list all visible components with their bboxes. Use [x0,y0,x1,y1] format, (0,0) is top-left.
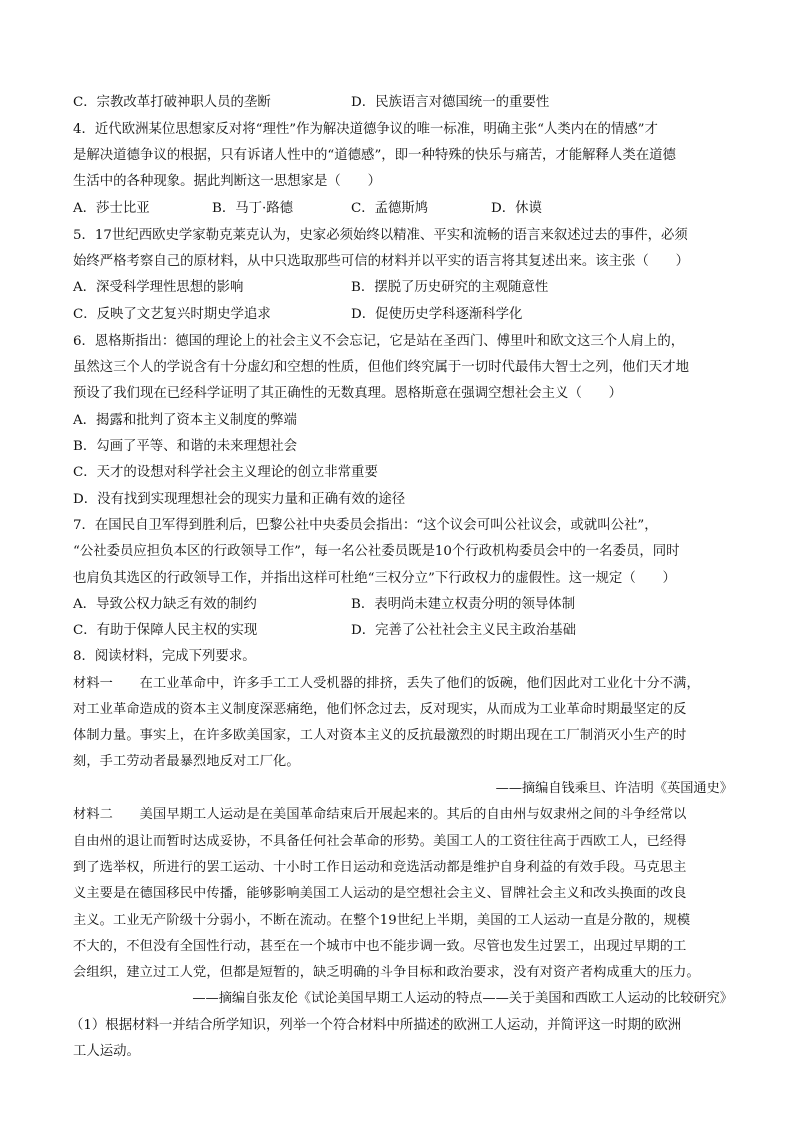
q5-option-d: D．促使历史学科逐渐科学化 [351,307,523,322]
q7-option-b: B．表明尚未建立权责分明的领导体制 [351,597,576,612]
q6-stem-line: 6．恩格斯指出：德国的理论上的社会主义不会忘记，它是站在圣西门、傅里叶和欧文这三个人肩上的， [73,334,685,349]
q6-option-a: A．揭露和批判了资本主义制度的弊端 [73,413,297,428]
q6-option-d: D．没有找到实现理想社会的现实力量和正确有效的途径 [73,492,406,507]
q6-stem-line: 预设了我们现在已经科学证明了其正确性的无数真理。恩格斯意在强调空想社会主义（ ） [73,386,623,401]
q8-question1-line: （1）根据材料一并结合所学知识，列举一个符合材料中所描述的欧洲工人运动，并简评这一时期的欧洲 [70,1018,682,1033]
q8-material2-line: 到了选举权，所进行的罢工运动、十小时工作日运动和竞选活动都是维护自身利益的有效手段。马克思主 [73,860,687,875]
q4-option-b: B．马丁·路德 [212,201,294,216]
q8-material2-line: 义主要是在德国移民中传播，能够影响美国工人运动的是空想社会主义、冒牌社会主义和改头换面的改良 [73,886,687,901]
q7-option-d: D．完善了公社社会主义民主政治基础 [351,623,576,638]
q8-material1-line: 材料一 在工业革命中，许多手工工人受机器的排挤，丢失了他们的饭碗，他们因此对工业化十分不满， [73,676,700,691]
q8-material1-line: 对工业革命造成的资本主义制度深恶痛绝，他们怀念过去，反对现实，从而成为工业革命时期最坚定的反 [73,702,687,717]
q5-option-c: C．反映了文艺复兴时期史学追求 [73,307,271,322]
q8-material2-line: 主义。工业无产阶级十分弱小，不断在流动。在整个19世纪上半期，美国的工人运动一直是分散的，规模 [73,913,691,928]
q7-option-a: A．导致公权力缺乏有效的制约 [73,597,257,612]
q5-option-a: A．深受科学理性思想的影响 [73,280,244,295]
q8-material2-line: 不大的，不但没有全国性行动，甚至在一个城市中也不能步调一致。尽管也发生过罢工，出现过早期的工 [73,939,687,954]
q8-source2: ——摘编自张友伦《试论美国早期工人运动的特点——关于美国和西欧工人运动的比较研究》 [192,991,733,1006]
q8-material1-line: 刻，手工劳动者最暴烈地反对工厂化。 [73,754,300,769]
q8-intro: 8．阅读材料，完成下列要求。 [73,649,256,664]
q8-material1-line: 体制力量。事实上，在许多欧美国家，工人对资本主义的反抗最激烈的时期出现在工厂制消灭小生产的时 [73,728,687,743]
q8-question1-line: 工人运动。 [73,1044,140,1059]
q4-option-d: D．休谟 [491,201,542,216]
q4-option-c: C．孟德斯鸠 [351,201,429,216]
q4-stem-line: 生活中的各种现象。据此判断这一思想家是（ ） [73,174,381,189]
q4-stem-line: 是解决道德争议的根据，只有诉诸人性中的“道德感”，即一种特殊的快乐与痛苦，才能解释人类在道德 [73,148,676,163]
q8-material2-line: 会组织，建立过工人党，但都是短暂的，缺乏明确的斗争目标和政治要求，没有对资产者构成重大的压力。 [73,965,700,980]
q5-option-b: B．摆脱了历史研究的主观随意性 [351,280,549,295]
q6-stem-line: 虽然这三个人的学说含有十分虚幻和空想的性质，但他们终究属于一切时代最伟大智士之列，他们天才地 [73,360,689,375]
q6-option-b: B．勾画了平等、和谐的未来理想社会 [73,439,298,454]
q7-stem-line: 也肩负其选区的行政领导工作，并指出这样可杜绝“三权分立”下行政权力的虚假性。这一规定（ ） [73,571,676,586]
q4-stem-line: 4．近代欧洲某位思想家反对将“理性”作为解决道德争议的唯一标准，明确主张“人类内在的情感”才 [73,122,658,137]
q5-stem-line: 始终严格考察自己的原材料，从中只选取那些可信的材料并以平实的语言将其复述出来。该主张（ ） [73,254,689,269]
q8-material2-line: 自由州的退让而暂时达成妥协，不具备任何社会革命的形势。美国工人的工资往往高于西欧工人，已经得 [73,834,687,849]
q8-material2-line: 材料二 美国早期工人运动是在美国革命结束后开展起来的。其后的自由州与奴隶州之间的斗争经常以 [73,807,687,822]
q7-stem-line: 7．在国民自卫军得到胜利后，巴黎公社中央委员会指出：“这个议会可叫公社议会，或就叫公社”， [73,518,658,533]
q5-stem-line: 5．17世纪西欧史学家勒克莱克认为，史家必须始终以精准、平实和流畅的语言来叙述过去的事件，必须 [73,228,688,243]
q3-option-d: D．民族语言对德国统一的重要性 [351,95,550,110]
q8-source1: ——摘编自钱乘旦、许洁明《英国通史》 [495,781,733,796]
q6-option-c: C．天才的设想对科学社会主义理论的创立非常重要 [73,465,378,480]
q3-option-c: C．宗教改革打破神职人员的垄断 [73,95,271,110]
q4-option-a: A．莎士比亚 [73,201,150,216]
q7-option-c: C．有助于保障人民主权的实现 [73,623,258,638]
q7-stem-line: “公社委员应担负本区的行政领导工作”，每一名公社委员既是10个行政机构委员会中的一名委员，同时 [73,544,680,559]
